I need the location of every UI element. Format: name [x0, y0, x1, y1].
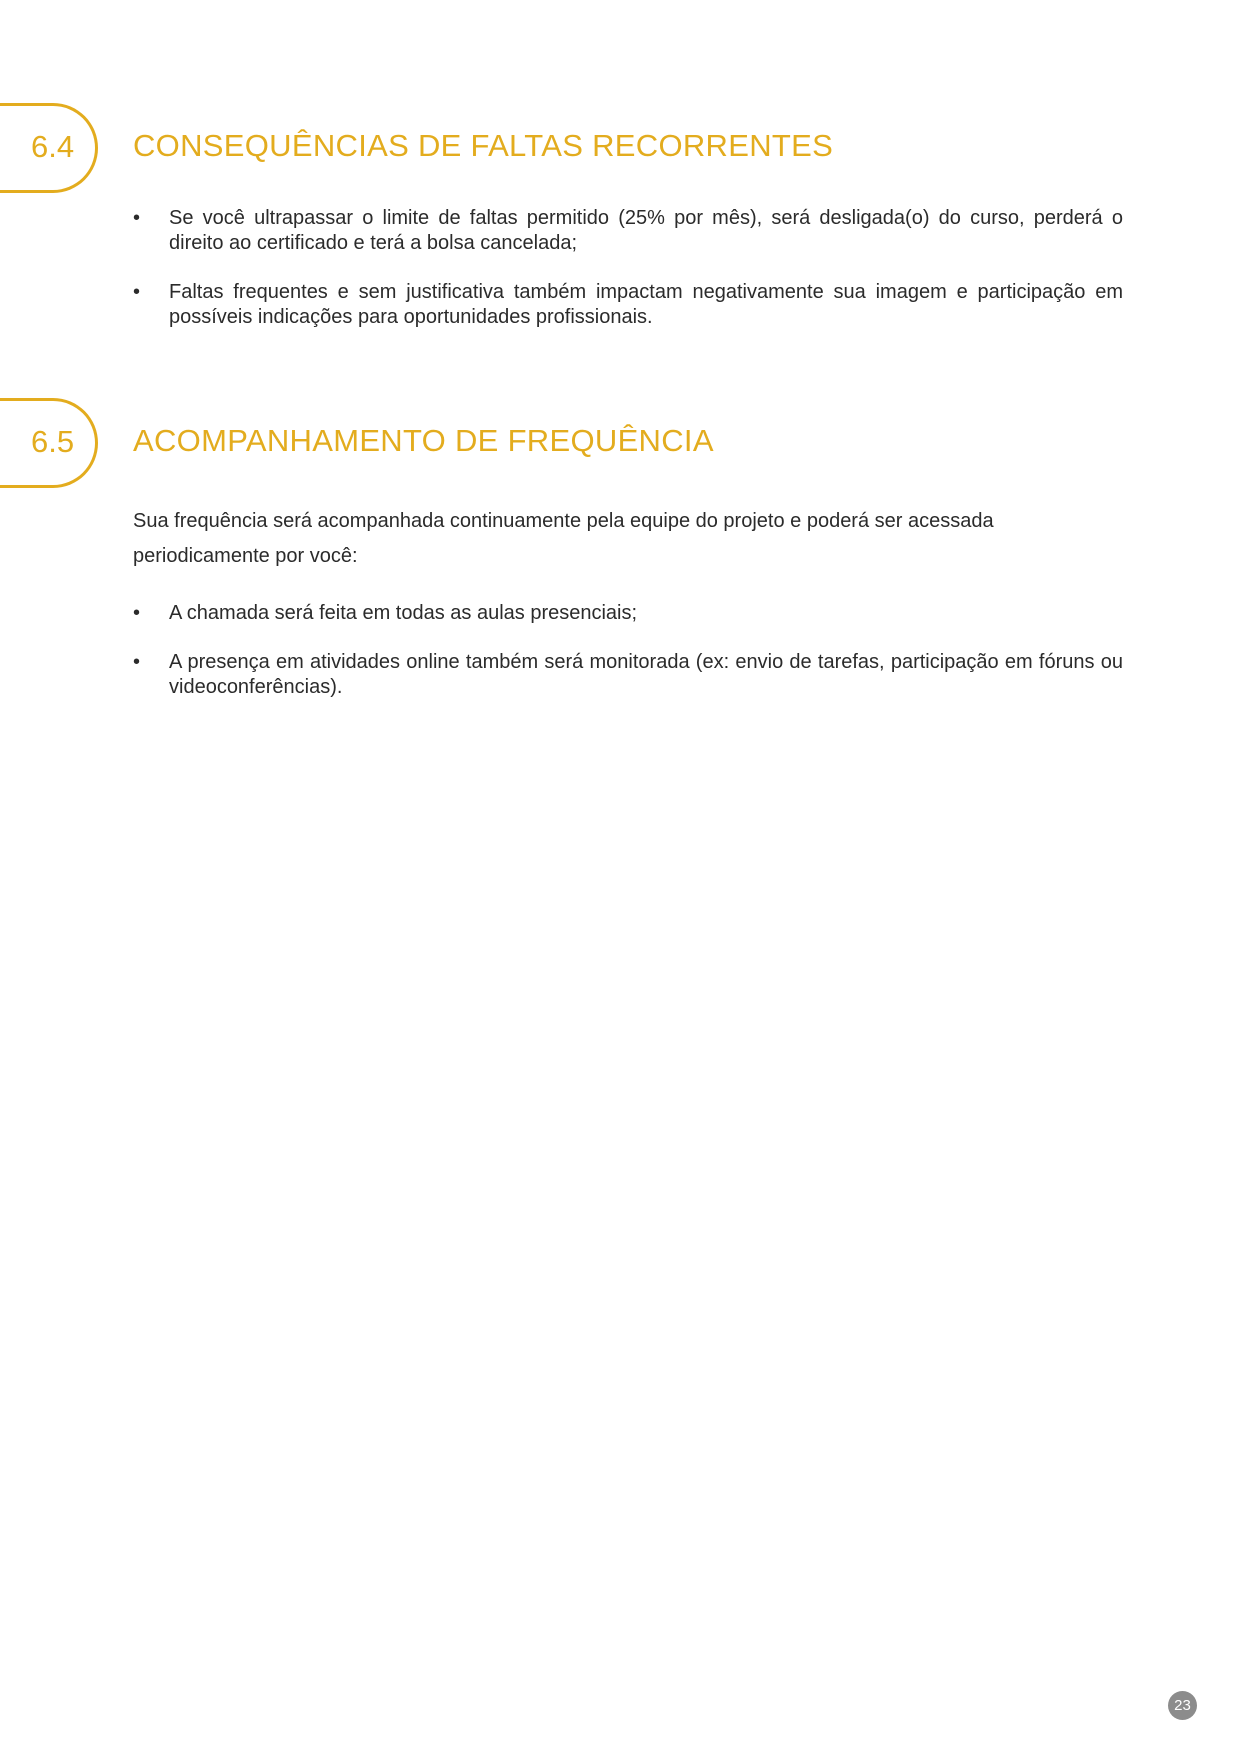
- bullet-icon: •: [133, 651, 141, 673]
- section-number: 6.4: [31, 129, 75, 164]
- bullet-icon: •: [133, 207, 141, 229]
- page-number: 23: [1168, 1691, 1197, 1720]
- section-title: ACOMPANHAMENTO DE FREQUÊNCIA: [133, 423, 714, 458]
- bullet-list: [133, 601, 1123, 724]
- bullet-list: [133, 206, 1123, 354]
- bullet-icon: •: [133, 602, 141, 624]
- list-item-text: A presença em atividades online também será monitorada (ex: envio de tarefas, participação em fóruns ou videoconferências).: [169, 651, 1123, 698]
- list-item: [133, 650, 1123, 700]
- list-item: [133, 206, 1123, 256]
- list-item-text: Se você ultrapassar o limite de faltas permitido (25% por mês), será desligada(o) do curso, perderá o direito ao certificado e terá a bolsa cancelada;: [169, 207, 1123, 254]
- list-item-text: Faltas frequentes e sem justificativa também impactam negativamente sua imagem e participação em possíveis indicações para oportunidades profissionais.: [169, 281, 1123, 328]
- list-item: [133, 601, 1123, 626]
- section-number: 6.5: [31, 424, 75, 459]
- section-title: CONSEQUÊNCIAS DE FALTAS RECORRENTES: [133, 128, 834, 163]
- list-item-text: A chamada será feita em todas as aulas presenciais;: [169, 602, 638, 624]
- list-item: [133, 280, 1123, 330]
- bullet-icon: •: [133, 281, 141, 303]
- intro-paragraph: Sua frequência será acompanhada continuamente pela equipe do projeto e poderá ser acessada periodicamente por você:: [133, 510, 994, 567]
